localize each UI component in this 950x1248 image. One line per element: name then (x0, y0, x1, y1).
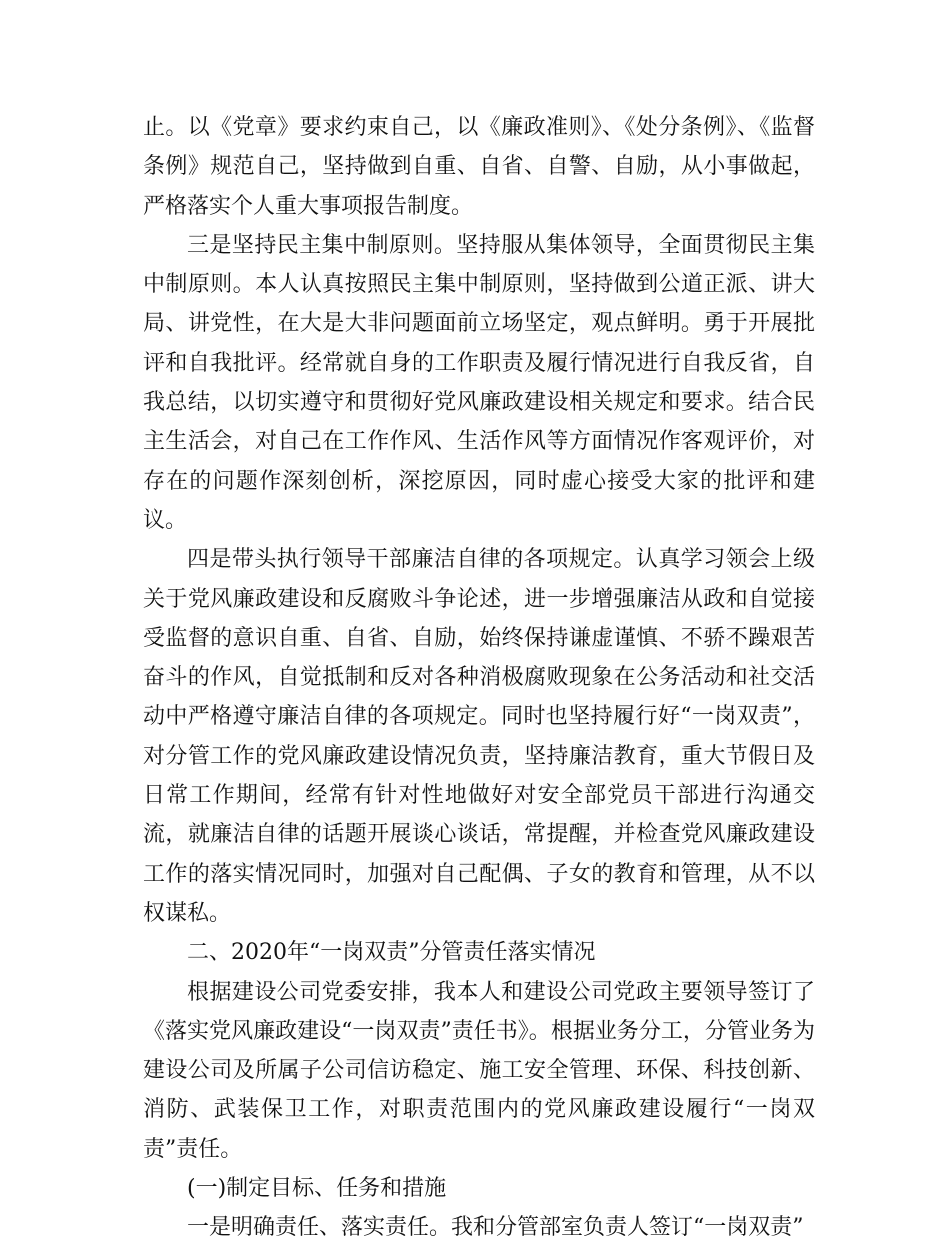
paragraph-continuation: 止。以《党章》要求约束自己，以《廉政准则》、《处分条例》、《监督条例》规范自己，坚持做到自重、自省、自警、自励，从小事做起，严格落实个人重大事项报告制度。 (143, 115, 815, 219)
section-heading: 二、2020年“一岗双责”分管责任落实情况 (187, 940, 596, 966)
paragraph-self-discipline: 四是带头执行领导干部廉洁自律的各项规定。认真学习领会上级关于党风廉政建设和反腐败斗争论述，进一步增强廉洁从政和自觉接受监督的意识自重、自省、自励，始终保持谦虚谨慎、不骄不躁艰苦奋斗的作风，自觉抵制和反对各种消极腐败现象在公务活动和社交活动中严格遵守廉洁自律的各项规定。同时也坚持履行好“一岗双责”，对分管工作的党风廉政建设情况负责，坚持廉洁教育，重大节假日及日常工作期间，经常有针对性地做好对安全部党员干部进行沟通交流，就廉洁自律的话题开展谈心谈话，常提醒，并检查党风廉政建设工作的落实情况同时，加强对自己配偶、子女的教育和管理，从不以权谋私。 (143, 547, 815, 926)
paragraph-responsibility-agreement: 根据建设公司党委安排，我本人和建设公司党政主要领导签订了《落实党风廉政建设“一岗双责”责任书》。根据业务分工，分管业务为建设公司及所属子公司信访稳定、施工安全管理、环保、科技创新、消防、武装保卫工作，对职责范围内的党风廉政建设履行“一岗双责”责任。 (143, 979, 815, 1162)
paragraph-democratic-centralism: 三是坚持民主集中制原则。坚持服从集体领导，全面贯彻民主集中制原则。本人认真按照民主集中制原则，坚持做到公道正派、讲大局、讲党性，在大是大非问题面前立场坚定，观点鲜明。勇于开展批评和自我批评。经常就自身的工作职责及履行情况进行自我反省，自我总结，以切实遵守和贯彻好党风廉政建设相关规定和要求。结合民主生活会，对自己在工作作风、生活作风等方面情况作客观评价，对存在的问题作深刻创析，深挖原因，同时虚心接受大家的批评和建议。 (143, 232, 815, 533)
paragraph-clarify-responsibility: 一是明确责任、落实责任。我和分管部室负责人签订“一岗双责” (187, 1215, 804, 1241)
document-body (143, 108, 815, 1248)
subsection-heading: (一)制定目标、任务和措施 (187, 1176, 447, 1202)
